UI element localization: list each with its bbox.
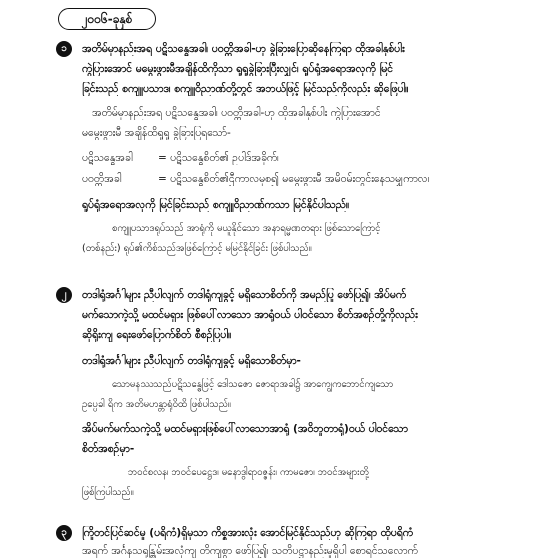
question-3-line-1: ကြိုတင်ပြင်ဆင်မှု (ပရိကံ)ရှိမှသာ ကိစ္စအားလုံး အောင်မြင်နိုင်သည်ဟု ဆိုကြရာ ထိုပရိကံ (82, 527, 414, 539)
definition-1-term: ပဋိသန္ဓေအခါ (82, 152, 133, 164)
definition-1-text: = ပဋိသန္ဓေစိတ်၏ ဥပါဒ်အခိုက်၊ (158, 152, 279, 164)
answer-2-text-1-line-1: သောမနဿသည်ပဋိသန္ဓေဖြင့် ဒေါသဇော ဇောရာအခါ၌ အာကျွေကဘောင်ကျသော (112, 379, 394, 390)
question-2-line-2: မက်သောကဲ့သို့ မထင်မရှား ဖြစ်ပေါ်လာသော အာရုံ၀ယ် ပါဝင်သော စိတ်အစဉ်တို့ကိုလည်း (82, 309, 418, 321)
question-2-line-1: တဒါရုံအင်္ဂါများ ညီပါလျက် တဒါရုံကျခွင့် မရှိသောစိတ်ကို အမည်ပြု ဖော်ပြ၍၊ အိပ်မက် (82, 289, 407, 301)
answer-2-text-2-line-2: ဖြစ်ကြပါသည်။ (82, 487, 134, 498)
answer-2-heading-2-line-1: အိပ်မက်မက်သကဲ့သို့ မထင်မရှားဖြစ်ပေါ်လာသောအာရုံ (အဝိဘူတာရုံ)၀ယ် ပါဝင်သော (82, 423, 408, 435)
question-2-line-3: ဆိုရိုးကျ ရေးဖော်ပြောက်စိတ် စီစဉ်ပြပါ။ (82, 329, 232, 341)
question-3-line-2: အရက် အင်္ဂနသရုန္တြမ်းအလုံကျ တိကျစွာ ဖော်ပြ၍၊ သတိပဋ္ဌာနည်းမှုရှိပါ စောရင်သလောက် (82, 545, 418, 557)
answer-2-text-2-line-1: ဘဝင်စလန၊ ဘဝင်ပေဋ္ဌေဒ၊ မနောဒွါရာဝဇ္ဇန်း၊ ကာမဇော၊ ဘဝင်အများတို့ (128, 467, 369, 478)
question-1-line-3: ခြင်းသည် စကျူပသာဒ၊ စကျူဝိညာဏ်တို့တွင် အဘယ်ဖြင့် မြင်သည်ကိုလည်း ဆိုဖြေပါ။ (82, 83, 409, 95)
definition-2-text: = ပဋိသန္ဓေစိတ်၏ဌီကာလမှစ၍ မမွေးဖွားမီ အမိဝမ်းတွင်းနေသမျှကာလ၊ (158, 173, 430, 185)
answer-2-heading-1: တဒါရုံအင်္ဂါများ ညီပါလျက် တဒါရုံကျခွင့် မရှိသောစိတ်မှာ- (82, 355, 301, 367)
question-1-line-2: ကွဲပြားအောင် မမွေးဖွားမီအချိန်ထိကိုသာ ရှုရှုခွဲခြားပြီးလျှင်၊ ရှုပ်ရုံအရောအလှကို မြင် (82, 63, 394, 75)
definition-2-term: ပဝတ္တိအခါ (82, 173, 122, 185)
answer-1-conclusion: ရှုပ်ရုံအရောအလှကို မြင်ခြင်းသည် စကျူဝိညာဏ်ကသာ မြင်နိုင်ပါသည်။ (82, 199, 350, 211)
explanation-1-line-1: စကျူပသာဒရုပ်သည် အာရုံကို မယူနိုင်သော အနာရမ္မဏတရား ဖြစ်သောကြောင့် (112, 223, 381, 234)
answer-2-text-1-line-2: ဥပ္ပေခါ ရိက အတိမဟန္တာရုံ၀ိထိ ဖြစ်ပါသည်။ (82, 399, 231, 410)
answer-1-intro-line-2: မမွေးဖွားမီ အချိန်ထိရှုရှု ခွဲခြားပြရသော်- (82, 127, 231, 139)
year-badge: ၂၀၀၆-ခုနှစ် (58, 8, 156, 30)
answer-1-intro-line-1: အတိမ်မှာနည်းအရ ပဋိသန္ဓေအခါ၊ ပဝတ္တိအခါ-ဟု ထိုအခါနှစ်ပါး ကွဲပြားအောင် (92, 107, 381, 119)
question-3-number: ၃ (56, 525, 72, 541)
explanation-1-line-2: (တစ်နည်း) ရုပ်၏ကိစ်သည်အဖြစ်ကြောင့် မမြင်နိုင်ခြင်း ဖြစ်ပါသည်။ (82, 243, 312, 254)
question-1-number: ၁ (56, 41, 72, 57)
answer-2-heading-2-line-2: စိတ်အစဉ်မှာ- (82, 443, 135, 455)
question-2-number: ၂ (56, 287, 72, 303)
question-1-line-1: အတိမ်မှာနည်းအရ ပဋိသန္ဓေအခါ၊ ပဝတ္တိအခါ-ဟု ခွဲခြားပြောဆိုနေကြရာ ထိုအခါနှစ်ပါး (82, 43, 405, 55)
